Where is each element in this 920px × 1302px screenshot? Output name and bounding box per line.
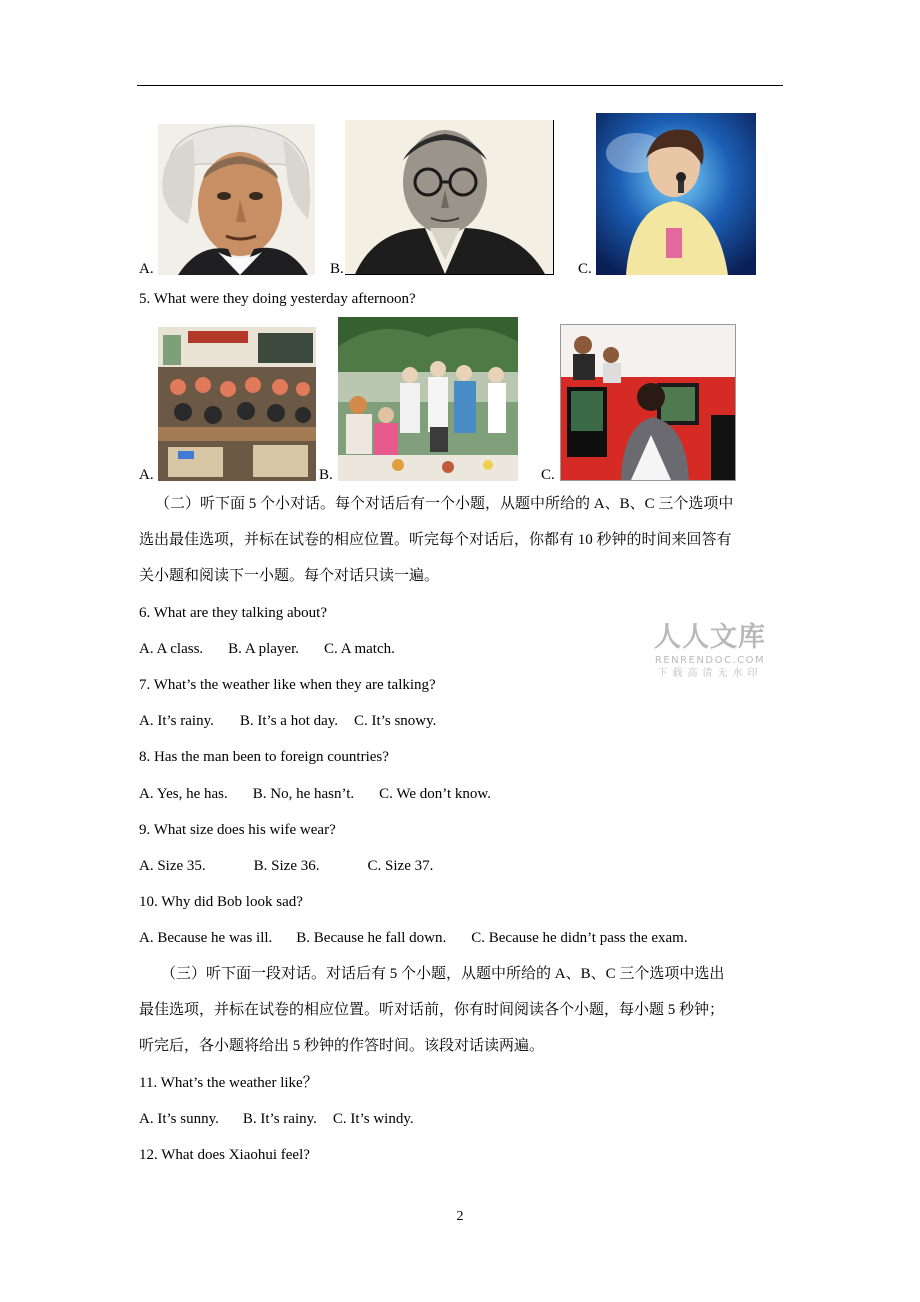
q5-photo-c-internet-cafe — [560, 324, 736, 481]
watermark-slogan: 下载高清无水印 — [657, 668, 763, 679]
q5-photo-a-classroom — [158, 327, 316, 481]
q9-option-b: B. Size 36. — [253, 858, 320, 874]
q11-option-c: C. It’s windy. — [332, 1111, 414, 1127]
q6-options — [139, 639, 395, 659]
q7-option-a: A. It’s rainy. — [139, 713, 214, 729]
q8-option-c: C. We don’t know. — [379, 786, 492, 802]
q5-question: 5. What were they doing yesterday afternoon? — [139, 291, 416, 307]
q5-photo-b-picnic — [338, 317, 518, 481]
q6-option-a: A. A class. — [139, 641, 204, 657]
q10-options — [139, 928, 688, 948]
q9-question: 9. What size does his wife wear? — [139, 822, 336, 838]
q4-photo-b-portrait — [345, 120, 554, 275]
q7-option-b: B. It’s a hot day. — [239, 713, 339, 729]
q9-options — [139, 856, 433, 876]
q10-option-b: B. Because he fall down. — [296, 930, 447, 946]
section2-instructions-line2: 选出最佳选项，并标在试卷的相应位置。听完每个对话后，你都有 10 秒钟的时间来回答有 — [139, 532, 732, 548]
q8-option-b: B. No, he hasn’t. — [252, 786, 355, 802]
q4-photo-c-singer — [596, 113, 756, 275]
watermark — [646, 622, 774, 681]
q5-option-b-label: B. — [319, 467, 333, 483]
q5-option-c-label: C. — [541, 467, 555, 483]
q11-option-a: A. It’s sunny. — [139, 1111, 219, 1127]
q9-option-a: A. Size 35. — [139, 858, 206, 874]
q4-photo-a-beethoven — [158, 124, 315, 275]
q4-option-c-label: C. — [578, 261, 592, 277]
q7-question: 7. What’s the weather like when they are talking? — [139, 677, 436, 693]
q10-option-a: A. Because he was ill. — [139, 930, 273, 946]
q12-question: 12. What does Xiaohui feel? — [139, 1147, 310, 1163]
q10-option-c: C. Because he didn’t pass the exam. — [471, 930, 688, 946]
q6-option-b: B. A player. — [228, 641, 300, 657]
section2-instructions-line1: （二）听下面 5 个小对话。每个对话后有一个小题，从题中所给的 A、B、C 三个选项中 — [155, 496, 734, 512]
q10-question: 10. Why did Bob look sad? — [139, 894, 303, 910]
page-number: 2 — [456, 1209, 464, 1224]
q5-option-a-label: A. — [139, 467, 154, 483]
q4-option-b-label: B. — [330, 261, 344, 277]
q11-option-b: B. It’s rainy. — [242, 1111, 317, 1127]
q9-option-c: C. Size 37. — [367, 858, 434, 874]
section2-instructions-line3: 关小题和阅读下一小题。每个对话只读一遍。 — [139, 568, 440, 584]
header-rule — [137, 85, 783, 86]
q4-option-a-label: A. — [139, 261, 154, 277]
q11-question: 11. What’s the weather like？ — [139, 1075, 318, 1091]
watermark-title: 人人文库 — [654, 622, 766, 653]
q11-options — [139, 1109, 414, 1129]
section3-instructions-line2: 最佳选项，并标在试卷的相应位置。听对话前，你有时间阅读各个小题，每小题 5 秒钟； — [139, 1002, 725, 1018]
q6-option-c: C. A match. — [324, 641, 395, 657]
q8-question: 8. Has the man been to foreign countries? — [139, 749, 389, 765]
section3-instructions-line3: 听完后，各小题将给出 5 秒钟的作答时间。该段对话读两遍。 — [139, 1038, 545, 1054]
q7-option-c: C. It’s snowy. — [354, 713, 437, 729]
q8-options — [139, 784, 491, 804]
watermark-domain: RENRENDOC.COM — [654, 655, 766, 666]
q6-question: 6. What are they talking about? — [139, 605, 327, 621]
q7-options — [139, 711, 436, 731]
section3-instructions-line1: （三）听下面一段对话。对话后有 5 个小题，从题中所给的 A、B、C 三个选项中选出 — [161, 966, 725, 982]
q8-option-a: A. Yes, he has. — [139, 786, 228, 802]
